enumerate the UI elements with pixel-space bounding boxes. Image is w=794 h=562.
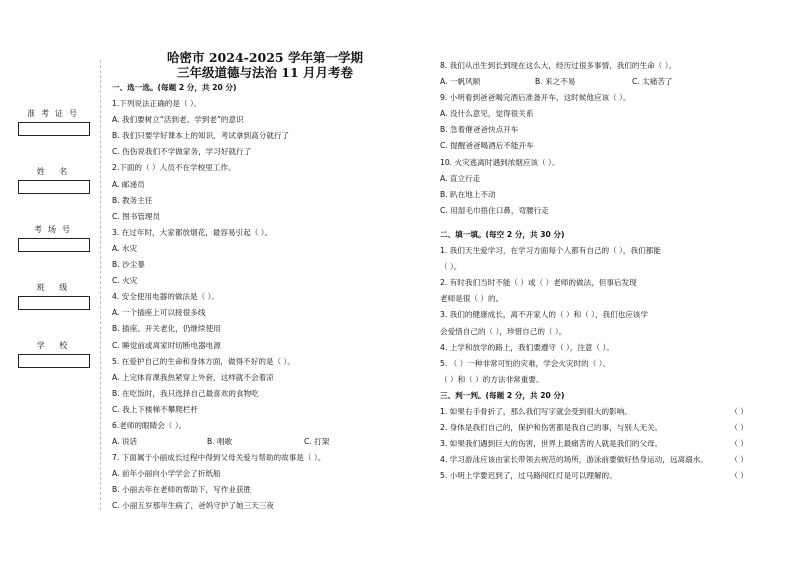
judge-item [440,404,762,420]
judge-answer-blank[interactable]: （ ） [730,406,748,416]
q10-option-a: A. 直立行走 [440,173,481,183]
judge-answer-blank[interactable]: （ ） [730,423,748,433]
judge-item [440,420,762,436]
fill-2: 2. 有时我们当时不能（ ）或（ ）老师的做法，但事后发现 [440,278,637,288]
field-label-exam-room: 考场号 [34,225,76,234]
q5-stem: 5. 在爱护自己的生命和身体方面，做得不好的是（ ）。 [112,356,295,366]
q5-option-a: A. 上完体育课我热紧穿上外套，这样就不会着凉 [112,372,274,382]
judge-answer-blank[interactable]: （ ） [730,471,748,481]
judge-answer-blank[interactable]: （ ） [730,455,748,465]
q8-option-b: B. 来之不易 [535,77,576,87]
exam-number-box[interactable] [18,122,90,136]
q1-option-b: B. 我们只要学好课本上的知识，考试拿到高分就行了 [112,131,290,141]
judge-item [440,452,762,468]
q3-option-a: A. 水灾 [112,243,138,253]
judge-item [440,436,762,452]
q1-option-c: C. 伤伤说我们不学做家务，学习好就行了 [112,147,252,157]
judge-text: 5. 小明上学要迟到了，过马路闯红灯是可以理解的。 [440,471,617,481]
section1-heading: 一、选一选。(每题 2 分，共 20 分) [112,83,237,92]
q7-stem: 7. 下面属于小丽成长过程中得到父母关爱与帮助的故事是（ ）。 [112,453,326,463]
exam-title: 哈密市 2024-2025 学年第一学期 [167,50,363,65]
field-label-school: 学 校 [36,341,74,350]
q4-option-b: B. 插座、开关老化，仍继续使用 [112,324,221,334]
q1-stem: 1.下列说法正确的是（ ）。 [112,99,202,109]
fill-3-cont: 会爱惜自己的（ ），珍惜自己的（ ）。 [440,326,567,336]
q3-option-b: B. 沙尘暴 [112,260,145,270]
q9-option-a: A. 没什么意见，觉得很关系 [440,109,534,119]
q9-stem: 9. 小明看到爸爸喝完酒后准备开车，这时候他应该（ ）。 [440,93,631,103]
q7-option-c: C. 小丽五岁那年生病了，爸妈守护了她三天三夜 [112,501,275,511]
binding-line [100,60,101,510]
q7-option-b: B. 小丽去年在老师的帮助下，写作业获胜 [112,485,252,495]
q9-option-c: C. 提醒爸爸喝酒后不能开车 [440,141,534,151]
q6-option-b: B. 唱歌 [207,437,233,447]
q8-stem: 8. 我们从出生到长到现在这么大，经历过很多事情，我们的生命（ ）。 [440,61,677,70]
student-info-panel [18,108,92,398]
q2-option-a: A. 邮递员 [112,179,145,189]
q2-option-b: B. 教务主任 [112,195,153,205]
q6-options [112,434,418,450]
q5-option-b: B. 在吃饭时，我只选择自己最喜欢的食物吃 [112,388,259,398]
name-box[interactable] [18,180,90,194]
exam-room-box[interactable] [18,238,90,252]
school-box[interactable] [18,354,90,368]
q1-option-a: A. 我们要树立“活到老、学到老”的意识 [112,115,244,125]
q2-option-c: C. 图书管理员 [112,211,161,221]
q8-option-a: A. 一帆风顺 [440,77,481,87]
q9-option-b: B. 急着催爸爸快点开车 [440,125,519,135]
fill-2-cont: 老师是很（ ）的。 [440,294,504,304]
q8-option-c: C. 太痛苦了 [632,77,673,87]
field-label-exam-number: 准考证号 [27,109,83,118]
fill-1: 1. 我们天生爱学习，在学习方面每个人都有自己的（ ），我们都能 [440,246,661,256]
q6-option-a: A. 说话 [112,437,138,447]
judge-answer-blank[interactable]: （ ） [730,439,748,449]
judge-text: 3. 如果我们遇到巨大的伤害，世界上最痛苦的人就是我们的父母。 [440,439,663,449]
judge-item [440,468,762,484]
q6-option-c: C. 打架 [304,437,330,447]
section2-heading: 二、填一填。(每空 2 分，共 30 分) [440,229,565,239]
fill-3: 3. 我们的健康成长，离不开家人的（ ）和（ ），我们也应该学 [440,310,649,320]
exam-subtitle: 三年级道德与法治 11 月月考卷 [176,65,354,80]
q10-option-c: C. 用湿毛巾捂住口鼻，弯腰行走 [440,205,549,215]
fill-4: 4. 上学和放学的路上，我们要遵守（ ），注意（ ）。 [440,342,614,352]
q4-stem: 4. 安全使用电器的做法是（ ）。 [112,292,219,302]
field-label-class: 班 级 [36,283,74,292]
right-column [440,58,762,484]
q10-option-b: B. 趴在地上不动 [440,189,496,199]
q3-stem: 3. 在过年时，大家都放烟花，最容易引起（ ）。 [112,227,273,237]
q4-option-a: A. 一个插座上可以接很多线 [112,308,206,318]
q10-stem: 10. 火灾逃离时遇到浓烟应该（ ）。 [440,157,560,167]
q4-option-c: C. 睡觉前或离家时切断电器电源 [112,340,221,350]
q3-option-c: C. 火灾 [112,276,138,286]
q7-option-a: A. 前年小丽向小学学会了折纸船 [112,469,221,479]
q5-option-c: C. 我上下楼梯不攀爬栏杆 [112,404,199,414]
fill-1-cont: （ ）。 [440,262,462,272]
class-box[interactable] [18,296,90,310]
judge-text: 1. 如果右手骨折了，那么我们写字就会受到很大的影响。 [440,406,632,416]
field-label-name: 姓 名 [36,167,74,176]
judge-text: 4. 学习游泳应该由家长带领去规范的场所，游泳前要做好热身运动，远离溺水。 [440,455,708,465]
q2-stem: 2.下面的（ ）人员不在学校里工作。 [112,163,236,173]
section3-heading: 三、判一判。(每题 2 分，共 20 分) [440,390,565,400]
fill-5-cont: （ ）和（ ）的方法非常重要。 [440,374,544,384]
judge-text: 2. 身体是我们自己的，保护和伤害都是我自己的事，与别人无关。 [440,423,663,433]
q8-options [440,74,762,90]
left-column [112,50,418,515]
q6-stem: 6.老师的眼睛会（ ）。 [112,420,187,430]
fill-5: 5. （ ）一种非常可怕的灾难，学会火灾时的（ ）、 [440,358,611,368]
